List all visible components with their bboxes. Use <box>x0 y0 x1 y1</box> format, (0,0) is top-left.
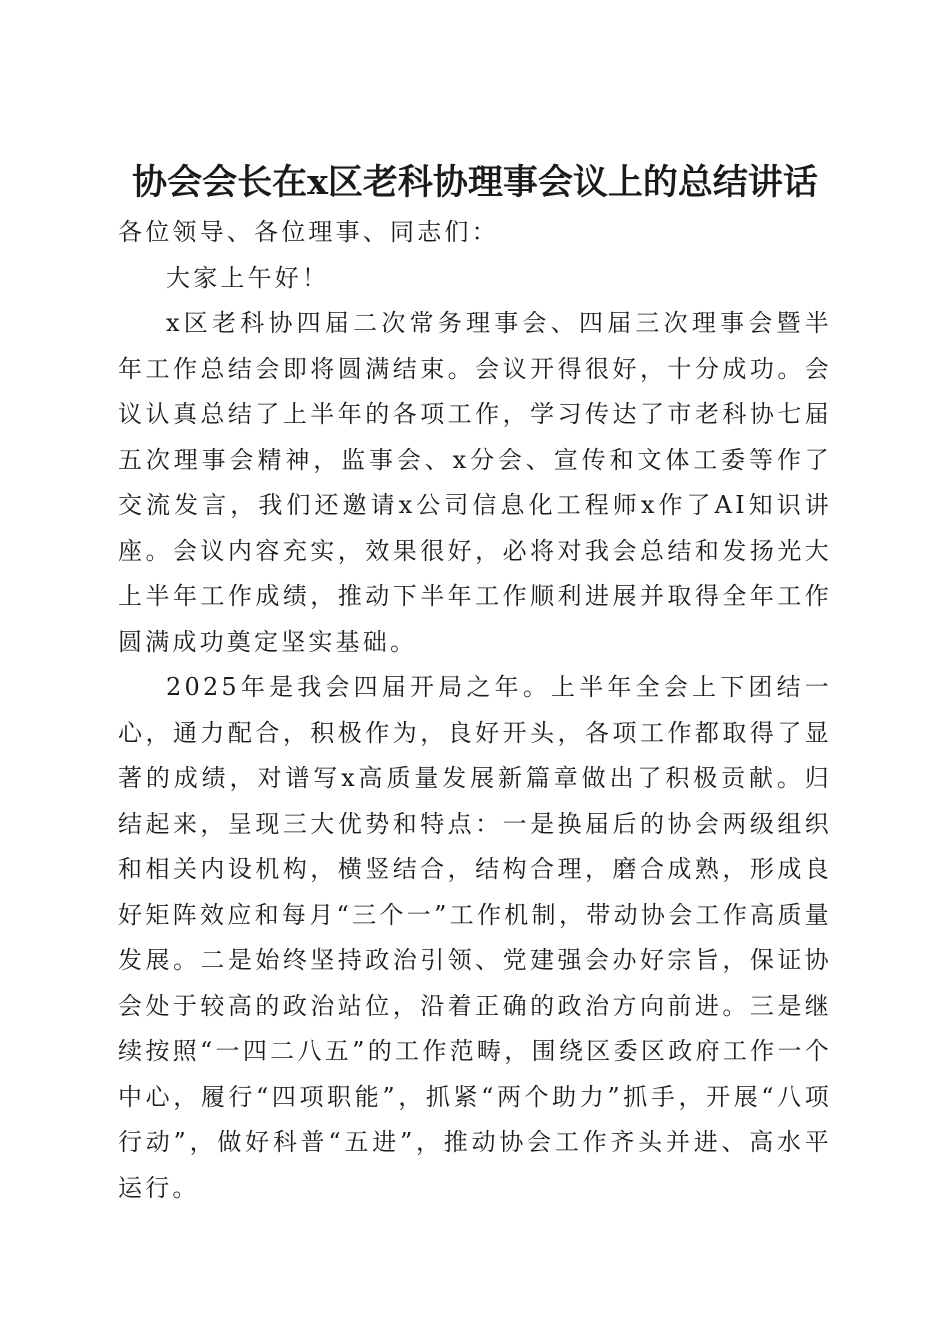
salutation: 各位领导、各位理事、同志们： <box>118 218 499 246</box>
paragraph-2: 2025年是我会四届开局之年。上半年全会上下团结一心，通力配合，积极作为，良好开头，各项工作都取得了显著的成绩，对谱写x高质量发展新篇章做出了积极贡献。归结起来，呈现三大优势和特点：一是换届后的协会两级组织和相关内设机构，横竖结合，结构合理，磨合成熟，形成良好矩阵效应和每月“三个一”工作机制，带动协会工作高质量发展。二是始终坚持政治引领、党建强会办好宗旨，保证协会处于较高的政治站位，沿着正确的政治方向前进。三是继续按照“一四二八五”的工作范畴，围绕区委区政府工作一个中心，履行“四项职能”，抓紧“两个助力”抓手，开展“八项行动”，做好科普“五进”，推动协会工作齐头并进、高水平运行。 <box>118 673 832 1202</box>
paragraph-1: x区老科协四届二次常务理事会、四届三次理事会暨半年工作总结会即将圆满结束。会议开得很好，十分成功。会议认真总结了上半年的各项工作，学习传达了市老科协七届五次理事会精神，监事会、x分会、宣传和文体工委等作了交流发言，我们还邀请x公司信息化工程师x作了AI知识讲座。会议内容充实，效果很好，必将对我会总结和发扬光大上半年工作成绩，推动下半年工作顺利进展并取得全年工作圆满成功奠定坚实基础。 <box>118 309 832 656</box>
greeting: 大家上午好！ <box>166 263 330 292</box>
document-body <box>118 210 832 1211</box>
document-title: 协会会长在x区老科协理事会议上的总结讲话 <box>132 162 818 204</box>
